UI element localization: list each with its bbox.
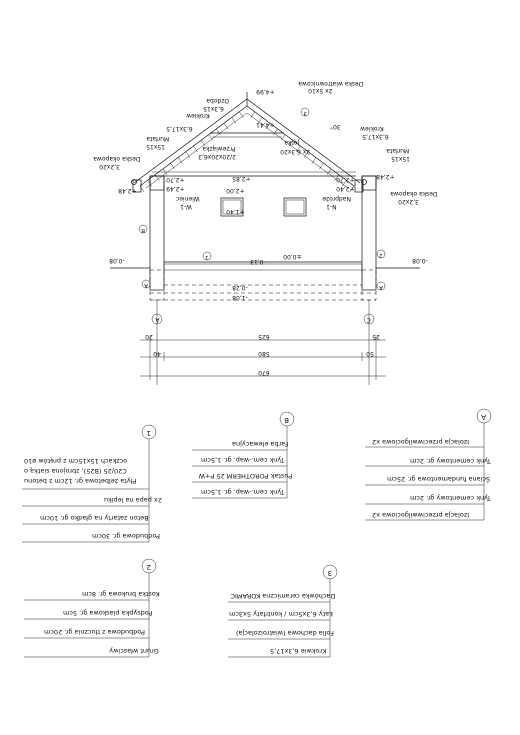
legend-1-row-2: 2x papa na lepiku [104,496,162,504]
legend-a-row-3: Ściana fundamentowa gr. 25cm [387,475,491,483]
window-right [284,198,306,216]
elev-270-left: +2,70 [166,176,185,183]
legend-a-row-4: Tynk cementowy gr. 2cm [410,494,491,502]
label-przewiazka: Przewiązka [202,145,236,152]
label-nadproze: Nadproże [322,195,351,202]
foundation-right [362,270,376,300]
elev-200: +2,00 [226,187,245,194]
legend-1-marker-label: 1 [146,429,151,437]
rafter-hatch-line [251,112,255,118]
rafter-hatch-line [239,112,243,118]
marker-2-label: 2 [379,252,383,258]
label-wieniec: Wieniec [176,195,200,202]
label-roof-angle: 30° [330,123,341,130]
dim-40: 40 [153,350,161,357]
legend-2-row-1: Kostka brukowa gr. 8cm [82,590,160,598]
dim-20: 20 [145,333,153,340]
wall-right [362,176,376,290]
legend-2 [24,559,160,657]
rafter-hatch-line [232,117,236,123]
marker-a-right-label: A [379,284,383,290]
dim-670: 670 [258,369,270,376]
legend-1-row-3: Beton zatarty na gładko gr. 10cm [40,514,149,522]
label-deska-wiatrownicowa: Deska wiatrownicowa [298,80,364,87]
label-jetka: Jętka [284,139,300,146]
legend-2-row-2: Podsypka piaskowa gr. 5cm [63,609,153,617]
legend-a-row-5: Izolacja przeciwwilgociowa x2 [372,511,470,519]
legend-3-row-3: Folia dachowa (wiatroizolacja) [236,629,334,637]
legend-3 [228,565,337,657]
dimensions [140,300,386,385]
dim-50: 50 [366,350,374,357]
dim-25: 25 [372,333,380,340]
label-wieniec-size: W-1 [180,203,192,210]
elev-collar: +4,41 [256,121,275,128]
legend-a-row-2: Tynk cementowy gr. 2cm [410,457,491,465]
ring-beam-right [362,176,376,190]
elev-140: +1,40 [226,208,245,215]
elev-minus008-left: -0,08 [109,257,125,264]
label-ozdoba: Ozdoba [206,97,230,104]
label-krokiew-right: Krokiew [360,125,384,132]
label-ozdoba-size: 6,3x15 [203,105,224,112]
legend-3-row-2: Łaty 6,3x5cm / kontrłaty 5x3cm [229,610,333,618]
label-deska-wiatrownicowa-size: 2x 5x10 [308,87,333,94]
legend-3-row-4: Krokwie 6,3x17,5 [270,647,327,655]
rafter-hatch-line [224,123,228,129]
dim-625: 625 [258,333,270,340]
label-przewiazka-size: 2/20x20x6,3 [198,153,236,160]
label-deska-okapowa-right: Deska okapowa [390,190,438,197]
legend-3-marker-label: 3 [327,569,332,577]
legend-a [365,409,492,520]
label-krokiew-right-size: 6,3x17,5 [362,133,389,140]
label-murlata-right-size: 15x15 [391,155,411,162]
axis-a-label: A [155,316,160,323]
marker-b-label: B [141,227,145,233]
label-krokiew-left-size: 6,3x17,5 [166,125,193,132]
elev-270-right: +2,70 [336,176,355,183]
roof-inner-line [140,106,354,186]
legend-1-row-1-box [24,446,146,486]
legend-1 [22,425,162,542]
elev-285: +2,85 [232,175,251,182]
legend-b [192,412,294,498]
legend-b-row-2: Tynk cem.-wap. gr. 1,5cm [201,456,285,464]
legend-3-row-1: Dachówka ceramiczna KORAMIC [230,592,336,600]
marker-a-left-label: A [144,282,148,288]
label-nadproze-size: N-1 [326,203,337,210]
marker-3-label: 3 [303,110,307,116]
elevation-marks [109,88,428,301]
elev-249-left: +2,49 [166,185,185,192]
label-murlata-right: Murłata [386,147,410,154]
label-murlata-left-size: 15x15 [146,143,166,150]
marker-1-label: 1 [205,254,209,260]
legend-b-marker-label: B [284,416,289,424]
legend-b-row-1: Farba elewacyjna [232,440,289,448]
label-deska-okapowa-right-size: 3,2x20 [398,198,419,205]
elev-minus108: -1,08 [232,294,248,301]
dim-580: 580 [258,350,270,357]
wall-left [150,176,164,290]
legend-b-row-4: Tynk cem.-wap. gr. 1,5cm [201,488,285,496]
elev-minus013: -0,13 [250,258,266,265]
elev-zero: ±0,00 [283,253,302,260]
legend-1-row-4: Podbudowa gr. 30cm [92,532,161,540]
elev-minus008-right: -0,08 [412,257,428,264]
legend-1-row-1: Płyta żelbetowa gr. 12cm z betonu C20/25 (B25), zbrojona siatką o oczkach 15x15cm z prętów ø10 [24,457,137,485]
label-murlata-left: Murłata [146,135,170,142]
elev-ridge: +4,99 [256,88,275,95]
legend-b-row-3: Pustak POROTHERM 25 P+W [198,472,293,480]
elev-248-left: +2,48 [118,187,137,194]
rafter-hatch-line [140,186,144,192]
elev-240-right: +2,40 [336,185,355,192]
elev-248-right: +2,48 [376,173,395,180]
legend-2-row-3: Podbudowa z tłucznia gr. 20cm [44,628,145,636]
label-deska-okapowa-left-size: 3,2x20 [99,163,120,170]
elev-minus028: -0,28 [232,284,248,291]
label-deska-okapowa-left: Deska okapowa [93,155,141,162]
window-right-frame [286,200,304,214]
foundation-left [150,270,164,300]
axis-c-label: C [366,316,371,323]
legend-a-marker-label: A [481,413,486,421]
legend-a-row-1: Izolacja przeciwwilgociowa x2 [372,438,470,446]
label-jetka-size: 2x 6,3x20 [280,148,311,155]
legend-2-row-4: Grunt własciwy [109,647,159,655]
legend-2-marker-label: 2 [146,563,151,571]
ring-beam-left [150,176,164,190]
label-krokiew-left: Krokiew [186,112,210,119]
